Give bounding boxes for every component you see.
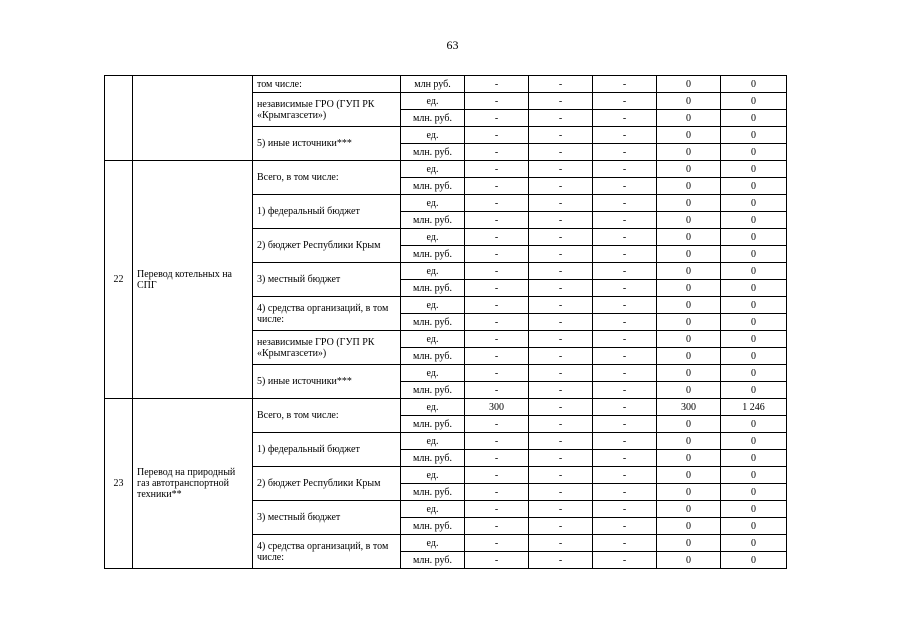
value-cell: - [465, 314, 529, 331]
value-cell: 0 [657, 552, 721, 569]
value-cell: - [593, 297, 657, 314]
unit-cell: ед. [401, 93, 465, 110]
value-cell: 0 [721, 416, 787, 433]
unit-cell: ед. [401, 365, 465, 382]
value-cell: - [529, 93, 593, 110]
value-cell: 0 [657, 110, 721, 127]
page-number: 63 [446, 38, 459, 52]
value-cell: 0 [657, 416, 721, 433]
value-cell: - [593, 382, 657, 399]
value-cell: 0 [721, 110, 787, 127]
value-cell: 0 [657, 314, 721, 331]
value-cell: 0 [657, 382, 721, 399]
value-cell: - [529, 195, 593, 212]
unit-cell: ед. [401, 467, 465, 484]
value-cell: 1 246 [721, 399, 787, 416]
value-cell: - [465, 127, 529, 144]
unit-cell: млн. руб. [401, 518, 465, 535]
unit-cell: млн. руб. [401, 246, 465, 263]
unit-cell: млн. руб. [401, 212, 465, 229]
value-cell: - [593, 399, 657, 416]
value-cell: - [529, 212, 593, 229]
value-cell: - [465, 416, 529, 433]
table-row [105, 76, 787, 93]
value-cell: 0 [721, 467, 787, 484]
unit-cell: ед. [401, 161, 465, 178]
item-number [105, 76, 133, 161]
unit-cell: ед. [401, 297, 465, 314]
value-cell: 0 [657, 331, 721, 348]
value-cell: - [593, 110, 657, 127]
value-cell: 0 [721, 93, 787, 110]
value-cell: - [465, 450, 529, 467]
funding-source: Всего, в том числе: [253, 161, 401, 195]
value-cell: - [593, 195, 657, 212]
value-cell: - [465, 484, 529, 501]
value-cell: - [529, 450, 593, 467]
value-cell: 0 [721, 127, 787, 144]
value-cell: - [529, 110, 593, 127]
value-cell: 0 [721, 161, 787, 178]
unit-cell: млн. руб. [401, 382, 465, 399]
value-cell: 0 [721, 365, 787, 382]
program-table [104, 75, 787, 569]
value-cell: - [593, 331, 657, 348]
value-cell: - [465, 348, 529, 365]
value-cell: - [529, 127, 593, 144]
unit-cell: ед. [401, 501, 465, 518]
value-cell: 0 [657, 127, 721, 144]
value-cell: - [529, 144, 593, 161]
value-cell: 0 [721, 246, 787, 263]
unit-cell: млн руб. [401, 76, 465, 93]
value-cell: 0 [721, 263, 787, 280]
value-cell: 0 [657, 433, 721, 450]
value-cell: - [593, 246, 657, 263]
value-cell: 0 [657, 178, 721, 195]
value-cell: 0 [657, 93, 721, 110]
value-cell: - [529, 399, 593, 416]
funding-source: Всего, в том числе: [253, 399, 401, 433]
value-cell: - [529, 535, 593, 552]
unit-cell: ед. [401, 263, 465, 280]
value-cell: - [465, 195, 529, 212]
funding-source: том числе: [253, 76, 401, 93]
value-cell: - [529, 518, 593, 535]
value-cell: - [593, 518, 657, 535]
unit-cell: млн. руб. [401, 110, 465, 127]
value-cell: - [529, 348, 593, 365]
value-cell: - [593, 365, 657, 382]
value-cell: - [465, 552, 529, 569]
value-cell: - [593, 416, 657, 433]
value-cell: 0 [657, 365, 721, 382]
value-cell: 0 [721, 297, 787, 314]
value-cell: - [593, 501, 657, 518]
item-name: Перевод на природный газ автотранспортной техники** [133, 399, 253, 569]
value-cell: - [529, 297, 593, 314]
value-cell: 0 [721, 314, 787, 331]
value-cell: 300 [657, 399, 721, 416]
value-cell: 0 [721, 229, 787, 246]
unit-cell: млн. руб. [401, 450, 465, 467]
value-cell: 0 [657, 212, 721, 229]
value-cell: - [593, 280, 657, 297]
value-cell: - [593, 178, 657, 195]
value-cell: 0 [657, 450, 721, 467]
value-cell: 0 [721, 501, 787, 518]
value-cell: 0 [657, 484, 721, 501]
value-cell: - [465, 110, 529, 127]
unit-cell: млн. руб. [401, 416, 465, 433]
unit-cell: ед. [401, 229, 465, 246]
value-cell: - [465, 535, 529, 552]
unit-cell: ед. [401, 399, 465, 416]
value-cell: - [529, 280, 593, 297]
unit-cell: ед. [401, 127, 465, 144]
value-cell: 0 [657, 518, 721, 535]
value-cell: - [593, 263, 657, 280]
value-cell: 0 [721, 518, 787, 535]
value-cell: - [465, 331, 529, 348]
value-cell: - [465, 518, 529, 535]
value-cell: 0 [657, 297, 721, 314]
value-cell: - [593, 229, 657, 246]
funding-source: 5) иные источники*** [253, 127, 401, 161]
value-cell: - [465, 178, 529, 195]
value-cell: 0 [721, 76, 787, 93]
value-cell: 0 [657, 348, 721, 365]
value-cell: - [465, 161, 529, 178]
value-cell: 0 [657, 467, 721, 484]
value-cell: 0 [721, 331, 787, 348]
value-cell: - [593, 450, 657, 467]
unit-cell: ед. [401, 331, 465, 348]
value-cell: - [529, 246, 593, 263]
value-cell: 0 [657, 246, 721, 263]
unit-cell: ед. [401, 535, 465, 552]
value-cell: - [529, 433, 593, 450]
value-cell: - [593, 433, 657, 450]
funding-source: 4) средства организаций, в том числе: [253, 297, 401, 331]
value-cell: 0 [721, 348, 787, 365]
value-cell: - [465, 246, 529, 263]
value-cell: - [593, 535, 657, 552]
funding-source: 2) бюджет Республики Крым [253, 467, 401, 501]
value-cell: - [593, 348, 657, 365]
item-number: 22 [105, 161, 133, 399]
unit-cell: млн. руб. [401, 484, 465, 501]
unit-cell: млн. руб. [401, 552, 465, 569]
value-cell: - [593, 467, 657, 484]
value-cell: 0 [657, 263, 721, 280]
value-cell: - [465, 212, 529, 229]
value-cell: - [529, 263, 593, 280]
value-cell: - [529, 331, 593, 348]
funding-source: независимые ГРО (ГУП РК «Крымгазсети») [253, 93, 401, 127]
value-cell: - [465, 382, 529, 399]
item-number: 23 [105, 399, 133, 569]
value-cell: - [529, 365, 593, 382]
value-cell: - [593, 552, 657, 569]
value-cell: - [593, 484, 657, 501]
value-cell: 0 [657, 76, 721, 93]
unit-cell: ед. [401, 195, 465, 212]
value-cell: 0 [657, 229, 721, 246]
unit-cell: млн. руб. [401, 314, 465, 331]
value-cell: 300 [465, 399, 529, 416]
item-name [133, 76, 253, 161]
unit-cell: млн. руб. [401, 178, 465, 195]
value-cell: - [593, 314, 657, 331]
value-cell: 0 [721, 382, 787, 399]
value-cell: 0 [721, 433, 787, 450]
value-cell: - [529, 382, 593, 399]
value-cell: 0 [657, 144, 721, 161]
value-cell: - [465, 501, 529, 518]
value-cell: - [529, 484, 593, 501]
value-cell: 0 [657, 535, 721, 552]
value-cell: 0 [721, 535, 787, 552]
value-cell: - [529, 467, 593, 484]
value-cell: - [465, 280, 529, 297]
value-cell: 0 [721, 212, 787, 229]
unit-cell: ед. [401, 433, 465, 450]
value-cell: - [593, 127, 657, 144]
value-cell: - [465, 433, 529, 450]
value-cell: - [529, 552, 593, 569]
value-cell: - [465, 297, 529, 314]
value-cell: - [529, 314, 593, 331]
value-cell: - [465, 76, 529, 93]
value-cell: - [465, 263, 529, 280]
value-cell: - [529, 229, 593, 246]
funding-source: 2) бюджет Республики Крым [253, 229, 401, 263]
funding-source: независимые ГРО (ГУП РК «Крымгазсети») [253, 331, 401, 365]
value-cell: 0 [721, 552, 787, 569]
value-cell: - [593, 144, 657, 161]
funding-source: 3) местный бюджет [253, 501, 401, 535]
value-cell: - [529, 501, 593, 518]
funding-source: 5) иные источники*** [253, 365, 401, 399]
value-cell: - [465, 229, 529, 246]
funding-source: 1) федеральный бюджет [253, 195, 401, 229]
table-row [105, 161, 787, 178]
value-cell: - [529, 161, 593, 178]
value-cell: 0 [657, 501, 721, 518]
value-cell: 0 [657, 161, 721, 178]
value-cell: - [529, 76, 593, 93]
value-cell: 0 [657, 195, 721, 212]
value-cell: - [593, 76, 657, 93]
value-cell: - [529, 416, 593, 433]
value-cell: - [593, 161, 657, 178]
value-cell: 0 [721, 450, 787, 467]
table-row [105, 399, 787, 416]
funding-source: 1) федеральный бюджет [253, 433, 401, 467]
value-cell: - [465, 93, 529, 110]
unit-cell: млн. руб. [401, 144, 465, 161]
value-cell: - [465, 144, 529, 161]
value-cell: - [593, 93, 657, 110]
value-cell: 0 [721, 280, 787, 297]
value-cell: - [465, 467, 529, 484]
value-cell: 0 [721, 195, 787, 212]
value-cell: - [529, 178, 593, 195]
unit-cell: млн. руб. [401, 348, 465, 365]
value-cell: 0 [721, 144, 787, 161]
value-cell: - [593, 212, 657, 229]
unit-cell: млн. руб. [401, 280, 465, 297]
funding-source: 4) средства организаций, в том числе: [253, 535, 401, 569]
value-cell: - [465, 365, 529, 382]
funding-source: 3) местный бюджет [253, 263, 401, 297]
value-cell: 0 [721, 178, 787, 195]
value-cell: 0 [657, 280, 721, 297]
value-cell: 0 [721, 484, 787, 501]
item-name: Перевод котельных на СПГ [133, 161, 253, 399]
